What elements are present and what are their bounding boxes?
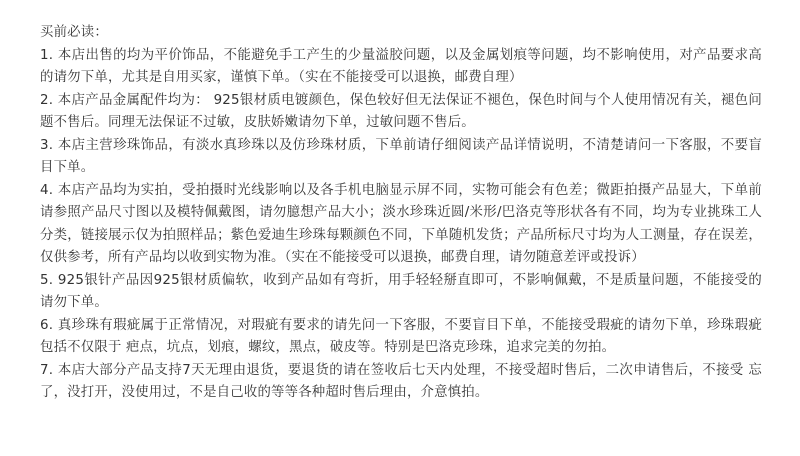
purchase-notice <box>40 22 762 405</box>
notice-item-7: 7. 本店大部分产品支持7天无理由退货，要退货的请在签收后七天内处理，不接受超时售后，二次申请售后，不接受 忘了，没打开，没使用过，不是自己收的等等各种超时售后理由，介意慎拍。 <box>40 362 762 400</box>
notice-item-2: 2. 本店产品金属配件均为： 925银材质电镀颜色，保色较好但无法保证不褪色，保色时间与个人使用情况有关，褪色问题不售后。同理无法保证不过敏，皮肤娇嫩请勿下单，过敏问题不售后。 <box>40 92 762 130</box>
notice-item-1: 1. 本店出售的均为平价饰品，不能避免手工产生的少量溢胶问题，以及金属划痕等问题，均不影响使用，对产品要求高的请勿下单，尤其是自用买家，谨慎下单。（实在不能接受可以退换，邮费自理） <box>40 47 762 85</box>
notice-item-6: 6. 真珍珠有瑕疵属于正常情况，对瑕疵有要求的请先问一下客服，不要盲目下单，不能接受瑕疵的请勿下单，珍珠瑕疵包括不仅限于 疤点，坑点，划痕，螺纹，黑点，破皮等。特别是巴洛克珍珠，追求完美的勿拍。 <box>40 317 762 355</box>
notice-item-5: 5. 925银针产品因925银材质偏软，收到产品如有弯折，用手轻轻掰直即可，不影响佩戴，不是质量问题，不能接受的请勿下单。 <box>40 272 762 310</box>
notice-item-4: 4. 本店产品均为实拍，受拍摄时光线影响以及各手机电脑显示屏不同，实物可能会有色差；微距拍摄产品显大，下单前请参照产品尺寸图以及模特佩戴图，请勿臆想产品大小；淡水珍珠近圆/米形/巴洛克等形状各有不同，均为专业挑珠工人分类，链接展示仅为拍照样品；紫色爱迪生珍珠每颗颜色不同，下单随机发货；产品所标尺寸均为人工测量，存在误差，仅供参考，所有产品均以收到实物为准。（实在不能接受可以退换，邮费自理，请勿随意差评或投诉） <box>40 182 762 265</box>
notice-item-3: 3. 本店主营珍珠饰品，有淡水真珍珠以及仿珍珠材质，下单前请仔细阅读产品详情说明，不清楚请问一下客服，不要盲目下单。 <box>40 137 762 175</box>
notice-title: 买前必读： <box>40 25 108 40</box>
